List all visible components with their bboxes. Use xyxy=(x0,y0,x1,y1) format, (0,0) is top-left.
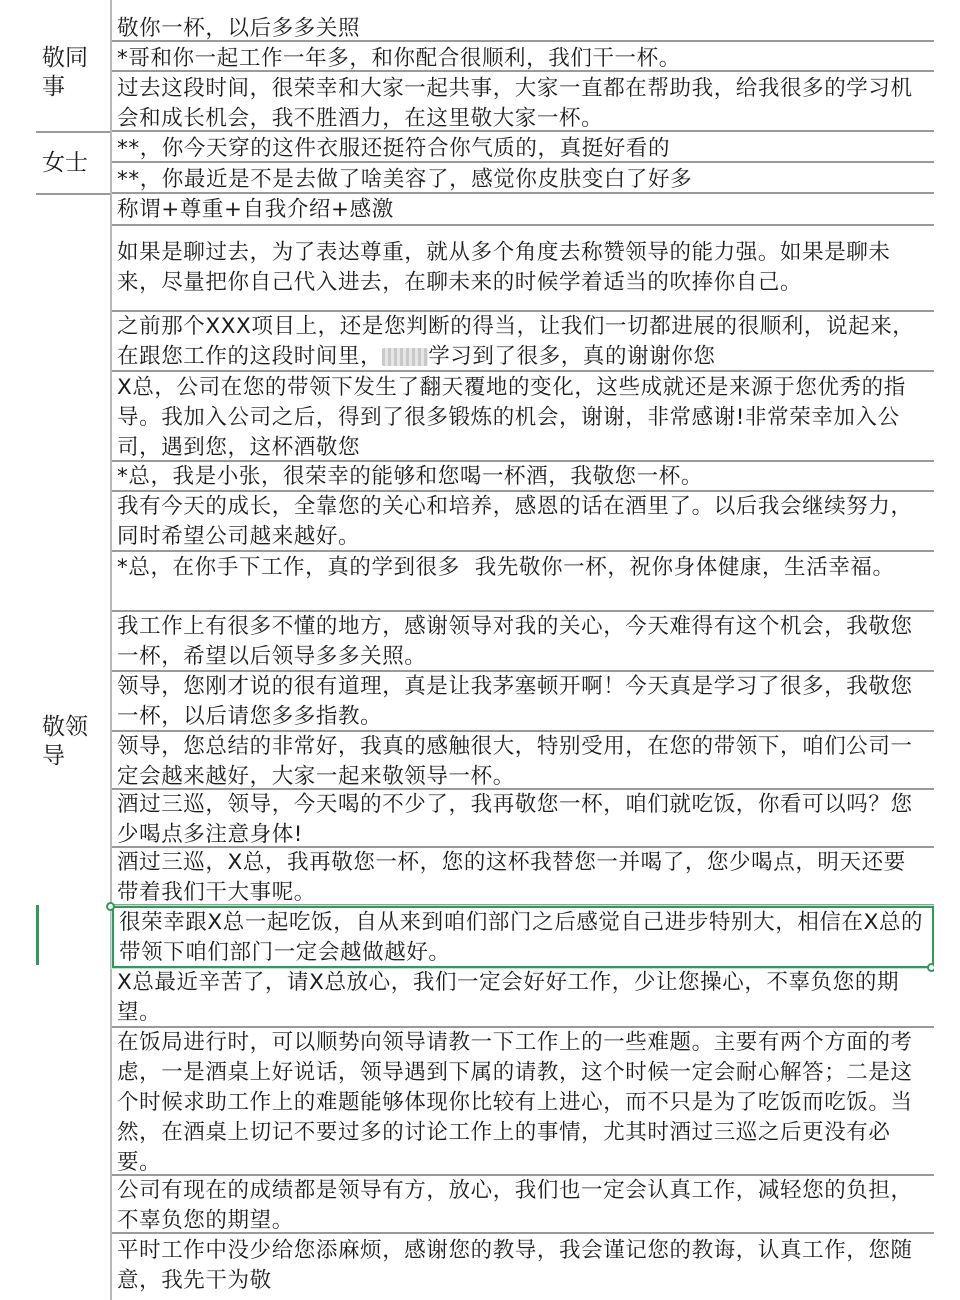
row-text: 我工作上有很多不懂的地方，感谢领导对我的关心，今天难得有这个机会，我敬您一杯，希望以后领导多多关照。 xyxy=(117,614,913,669)
row-text: 在饭局进行时，可以顺势向领导请教一下工作上的一些难题。主要有两个方面的考虑，一是酒桌上好说话，领导遇到下属的请教，这个时候一定会耐心解答；二是这个时候求助工作上的难题能够体现你比较有上进心，而不只是为了吃饭而吃饭。当然，在酒桌上切记不要过多的讨论工作上的事情，尤其时酒过三巡之后更没有必要。 xyxy=(117,1030,913,1175)
table-row[interactable] xyxy=(112,163,934,194)
row-text: 酒过三巡，X总，我再敬您一杯，您的这杯我替您一并喝了，您少喝点，明天还要带着我们干大事呢。 xyxy=(117,850,906,905)
table-row[interactable] xyxy=(112,194,934,226)
table-row[interactable] xyxy=(112,462,934,492)
row-text: 我有今天的成长，全靠您的关心和培养，感恩的话在酒里了。以后我会继续努力，同时希望公司越来越好。 xyxy=(117,494,913,549)
table-row[interactable] xyxy=(112,1176,934,1234)
table-row[interactable] xyxy=(112,790,934,848)
row-text-part: 学习到了很多，真的谢谢你您 xyxy=(428,344,716,369)
table-row[interactable] xyxy=(112,14,934,42)
row-text: 公司有现在的成绩都是领导有方，放心，我们也一定会认真工作，减轻您的负担，不辜负您的期望。 xyxy=(117,1178,913,1233)
row-text: *总，我是小张，很荣幸的能够和您喝一杯酒，我敬您一杯。 xyxy=(117,464,703,489)
category-divider xyxy=(36,193,110,195)
category-leaders[interactable]: 敬领 导 xyxy=(42,714,88,769)
selected-table-row[interactable] xyxy=(112,906,934,968)
row-text: **，你最近是不是去做了啥美容了，感觉你皮肤变白了好多 xyxy=(117,167,693,192)
category-divider xyxy=(36,131,110,133)
table-row[interactable] xyxy=(112,72,934,132)
row-text: 酒过三巡，领导，今天喝的不少了，我再敬您一杯，咱们就吃饭，你看可以吗？您少喝点多注意身体! xyxy=(117,792,913,847)
selection-accent xyxy=(36,905,39,965)
row-text xyxy=(117,312,927,372)
row-text: *哥和你一起工作一年多，和你配合很顺利，我们干一杯。 xyxy=(117,46,681,71)
table-row[interactable] xyxy=(112,848,934,906)
table-row[interactable] xyxy=(112,968,934,1028)
row-text: 敬你一杯，以后多多关照 xyxy=(117,16,361,41)
table-row[interactable] xyxy=(112,226,934,312)
table-row[interactable] xyxy=(112,372,934,462)
row-text: **，你今天穿的这件衣服还挺符合你气质的，真挺好看的 xyxy=(117,136,671,161)
row-text: 领导，您刚才说的很有道理，真是让我茅塞顿开啊！今天真是学习了很多，我敬您一杯，以后请您多多指教。 xyxy=(117,674,913,729)
row-text: 很荣幸跟X总一起吃饭，自从来到咱们部门之后感觉自己进步特别大，相信在X总的带领下咱们部门一定会越做越好。 xyxy=(119,910,924,965)
row-text: X总，公司在您的带领下发生了翻天覆地的变化，这些成就还是来源于您优秀的指导。我加入公司之后，得到了很多锻炼的机会，谢谢，非常感谢!非常荣幸加入公司，遇到您，这杯酒敬您 xyxy=(117,375,906,460)
row-text: X总最近辛苦了，请X总放心，我们一定会好好工作，少让您操心，不辜负您的期望。 xyxy=(117,970,900,1025)
table-row[interactable] xyxy=(112,732,934,790)
selection-handle[interactable] xyxy=(106,902,115,911)
redacted-watermark xyxy=(382,348,428,366)
content-rows xyxy=(112,0,934,1300)
right-margin xyxy=(934,0,960,1300)
table-row[interactable] xyxy=(112,1028,934,1176)
row-text: 如果是聊过去，为了表达尊重，就从多个角度去称赞领导的能力强。如果是聊未来，尽量把你自己代入进去，在聊未来的时候学着适当的吹捧你自己。 xyxy=(117,240,891,295)
table-row[interactable] xyxy=(112,132,934,163)
table-row[interactable] xyxy=(112,672,934,732)
table-row[interactable] xyxy=(112,42,934,72)
row-text-part: 之前那个XXX项目上，还是您判断的得当，让我们一切都进展的很顺利，说起来，在跟您工作的这段时间里， xyxy=(117,314,915,369)
category-ladies[interactable]: 女士 xyxy=(42,150,88,176)
row-text: 称谓+尊重+自我介绍+感激 xyxy=(117,197,394,222)
table-row[interactable] xyxy=(112,1234,934,1298)
table-row[interactable] xyxy=(112,612,934,672)
row-text: 领导，您总结的非常好，我真的感触很大，特别受用，在您的带领下，咱们公司一定会越来越好，大家一起来敬领导一杯。 xyxy=(117,734,913,789)
row-text: 平时工作中没少给您添麻烦，感谢您的教导，我会谨记您的教诲，认真工作，您随意，我先干为敬 xyxy=(117,1238,913,1293)
category-column xyxy=(0,0,112,1300)
table-row[interactable] xyxy=(112,312,934,372)
row-text: *总，在你手下工作，真的学到很多 我先敬你一杯，祝你身体健康，生活幸福。 xyxy=(117,555,895,580)
row-text: 过去这段时间，很荣幸和大家一起共事，大家一直都在帮助我，给我很多的学习机会和成长机会，我不胜酒力，在这里敬大家一杯。 xyxy=(117,76,913,131)
table-row[interactable] xyxy=(112,552,934,612)
category-colleagues[interactable]: 敬同 事 xyxy=(42,45,88,100)
table-row[interactable] xyxy=(112,492,934,552)
